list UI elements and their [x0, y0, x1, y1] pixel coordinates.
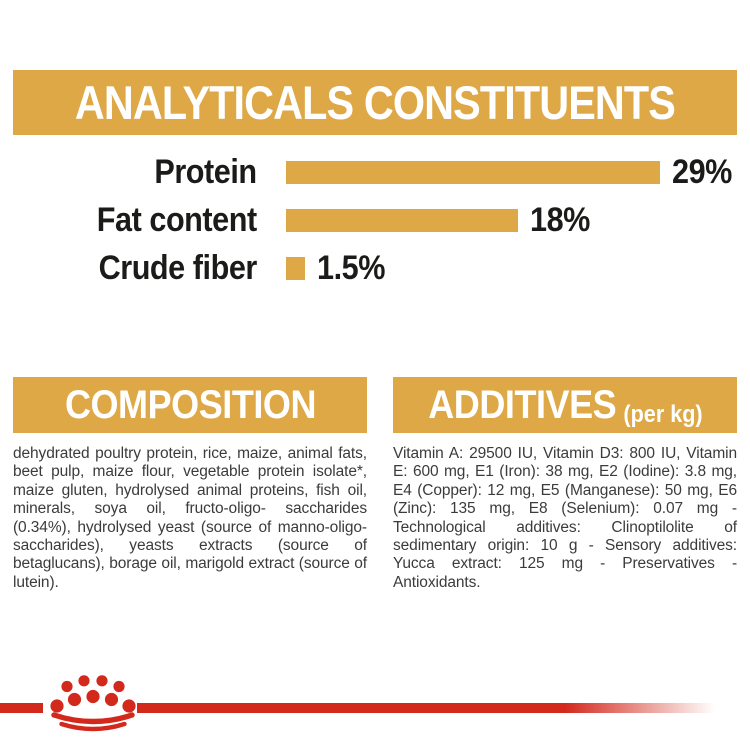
bar-label-protein: Protein	[154, 152, 257, 191]
additives-section	[393, 377, 737, 592]
chart-row-fat	[0, 196, 750, 244]
bar-value-protein: 29%	[672, 152, 732, 191]
composition-body: dehydrated poultry protein, rice, maize, animal fats, beet pulp, maize flour, vegetable protein isolate*, maize gluten, hydrolysed animal proteins, fish oil, minerals, soya oil, fructo-oligo- saccharides (0.34%), hydrolysed yeast (source of manno-oligo-saccharides), yeasts extracts (source of betaglucans), borage oil, marigold extract (source of lutein).	[13, 445, 367, 591]
footer-red-line-right	[137, 703, 715, 713]
additives-subtitle: (per kg)	[622, 400, 703, 428]
bar-value-fiber: 1.5%	[317, 248, 386, 287]
footer-red-line-left	[0, 703, 43, 713]
additives-title: ADDITIVES	[427, 382, 616, 427]
bar-protein	[286, 161, 660, 184]
composition-section	[13, 377, 367, 592]
additives-body: Vitamin A: 29500 IU, Vitamin D3: 800 IU, Vitamin E: 600 mg, E1 (Iron): 38 mg, E2 (Iodine): 3.8 mg, E4 (Copper): 12 mg, E5 (Manganese): 50 mg, E6 (Zinc): 135 mg, E8 (Selenium): 0.07 mg - Technological additives: Clinoptilolite of sedimentary origin: 10 g - Sensory additives: Yucca extract: 125 mg - Preservatives - Antioxidants.	[393, 445, 737, 591]
bar-value-fat: 18%	[530, 200, 591, 239]
info-columns	[13, 377, 737, 592]
bar-label-fiber: Crude fiber	[98, 248, 257, 287]
composition-title: COMPOSITION	[64, 382, 316, 427]
bar-fat	[286, 209, 518, 232]
analyticals-banner	[13, 70, 737, 135]
royal-canin-crown-logo-icon	[48, 674, 138, 732]
analyticals-banner-title: ANALYTICALS CONSTITUENTS	[74, 76, 676, 129]
chart-row-fiber	[0, 244, 750, 292]
chart-row-protein	[0, 148, 750, 196]
constituents-bar-chart	[0, 148, 750, 292]
bar-fiber	[286, 257, 305, 280]
composition-header	[13, 377, 367, 433]
additives-header	[393, 377, 737, 433]
bar-label-fat: Fat content	[97, 200, 257, 239]
